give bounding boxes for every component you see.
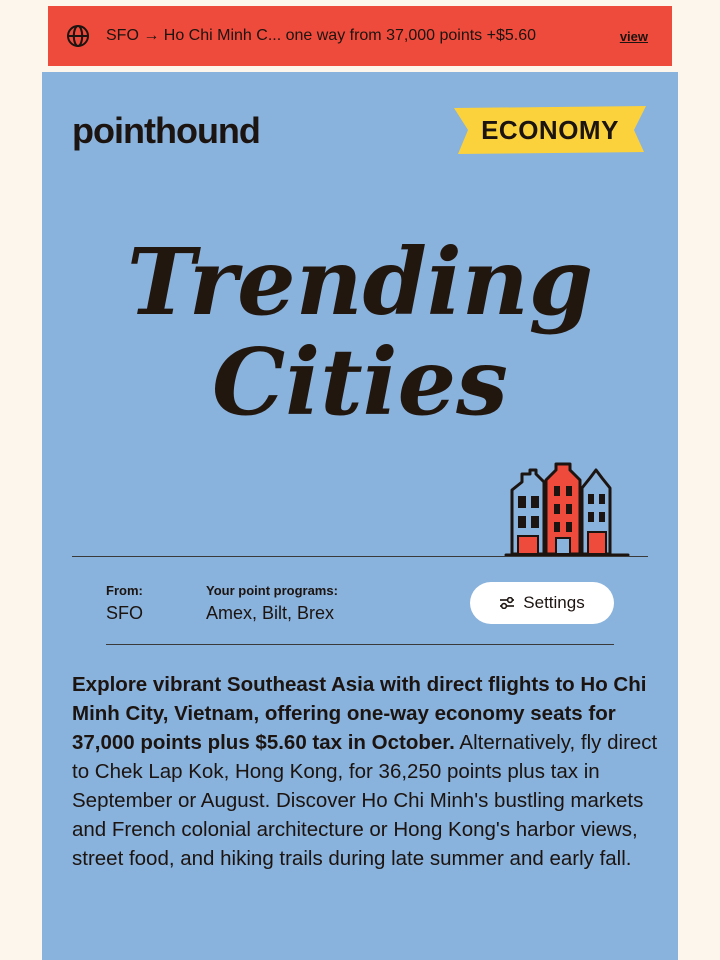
cabin-badge-label: ECONOMY xyxy=(481,114,619,145)
banner-text: SFO → Ho Chi Minh C... one way from 37,000 points +$5.60 xyxy=(106,27,536,44)
divider-top xyxy=(72,556,648,557)
page-title xyxy=(42,228,678,436)
cabin-badge xyxy=(454,106,646,154)
deal-banner[interactable] xyxy=(48,6,672,66)
settings-button[interactable] xyxy=(470,582,614,624)
content-card xyxy=(42,72,678,960)
settings-label: Settings xyxy=(523,593,585,612)
from-value: SFO xyxy=(106,603,144,623)
pointhound-logo[interactable]: pointhound xyxy=(72,110,260,151)
from-label: From: xyxy=(106,583,143,598)
title-line-1: Trending xyxy=(126,228,594,336)
programs-value: Amex, Bilt, Brex xyxy=(206,603,335,623)
houses-illustration xyxy=(504,460,634,560)
divider-bottom xyxy=(106,644,614,645)
deal-description xyxy=(72,670,662,873)
view-link[interactable]: view xyxy=(619,28,648,44)
description-bold: Explore vibrant Southeast Asia with direct flights to Ho Chi Minh City, Vietnam, offering one-way economy seats for 37,000 points plus $5.60 tax in October. xyxy=(72,673,647,754)
title-line-2: Cities xyxy=(212,328,508,436)
sliders-icon xyxy=(499,597,515,609)
programs-label: Your point programs: xyxy=(206,583,338,598)
globe-icon xyxy=(66,24,90,48)
description-regular: Alternatively, fly direct to Chek Lap Kok, Hong Kong, for 36,250 points plus tax in September or August. Discover Ho Chi Minh's bustling markets and French colonial architecture or Hong Kong's harbor views, street food, and hiking trails during late summer and early fall. xyxy=(72,731,658,870)
